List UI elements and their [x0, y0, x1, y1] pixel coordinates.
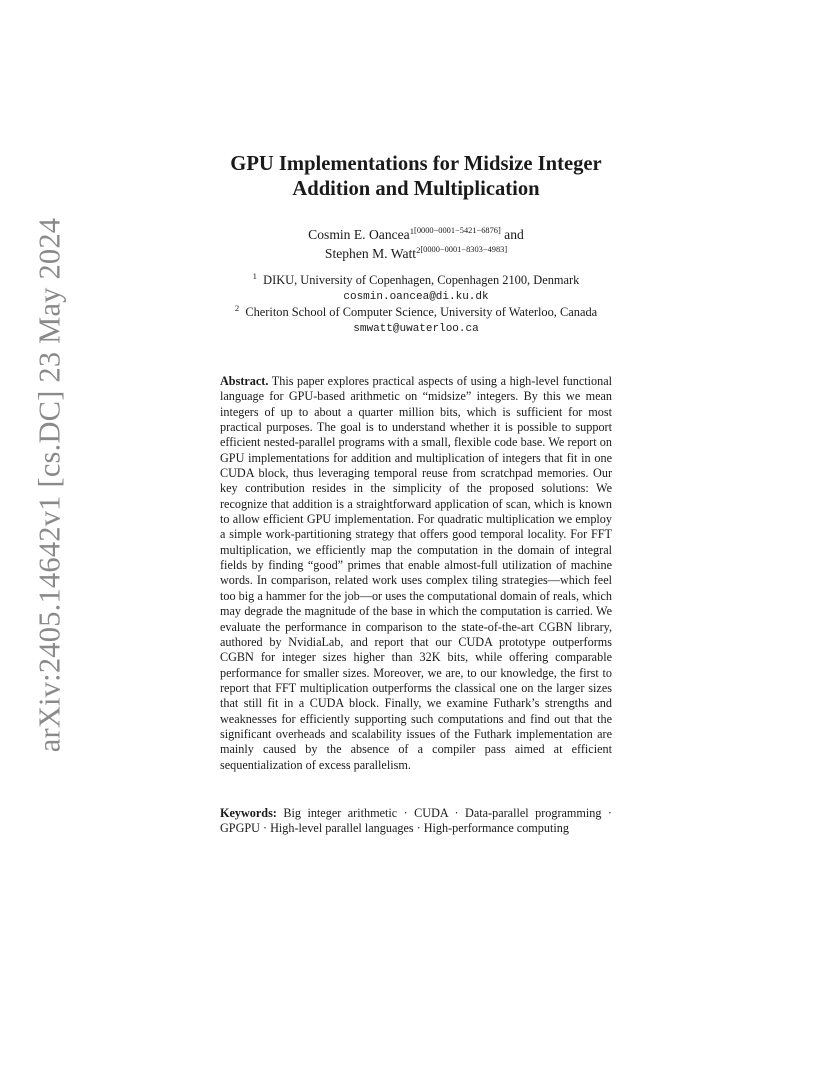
author-separator: and	[500, 227, 524, 242]
author-affil-mark: 2	[416, 245, 421, 255]
keywords	[220, 806, 612, 837]
title-line-2: Addition and Multiplication	[292, 178, 540, 200]
title-line-1: GPU Implementations for Midsize Integer	[230, 153, 602, 175]
arxiv-identifier-stamp: arXiv:2405.14642v1 [cs.DC] 23 May 2024	[32, 217, 67, 753]
author-1	[214, 226, 618, 245]
keywords-label: Keywords:	[220, 806, 277, 820]
abstract	[220, 374, 612, 773]
author-affil-mark: 1	[409, 226, 415, 236]
author-list	[214, 226, 618, 264]
keywords-text: Big integer arithmetic · CUDA · Data-parallel programming · GPGPU · High-level parallel languages · High-performance computing	[220, 806, 612, 836]
author-orcid: [0000−0001−8303−4983]	[420, 245, 508, 254]
author-name: Stephen M. Watt	[324, 246, 417, 261]
paper-title	[214, 152, 618, 202]
affiliation-1	[214, 273, 618, 290]
affiliation-text: DIKU, University of Copenhagen, Copenhagen 2100, Denmark	[263, 273, 580, 287]
abstract-text: This paper explores practical aspects of using a high-level functional language for GPU-based arithmetic on “midsize” integers. By this we mean integers of up to about a quarter million bits, which is sufficient for most practical purposes. The goal is to understand whether it is possible to support efficient nested-parallel programs with a small, flexible code base. We report on GPU implementations for addition and multiplication of integers that fit in one CUDA block, thus leveraging temporal reuse from scratchpad memories. Our key contribution resides in the simplicity of the proposed solutions: We recognize that addition is a straightforward application of scan, which is known to allow efficient GPU implementation. For quadratic multiplication we employ a simple work-partitioning strategy that offers good temporal locality. For FFT multiplication, we efficiently map the computation in the domain of integral fields by finding “good” primes that enable almost-full utilization of machine words. In comparison, related work uses complex tiling strategies—which feel too big a hammer for the job—or uses the computational domain of reals, which may degrade the magnitude of the base in which the computation is carried. We evaluate the performance in comparison to the state-of-the-art CGBN library, authored by NvidiaLab, and report that our CUDA prototype outperforms CGBN for integer sizes higher than 32K bits, while offering comparable performance for smaller sizes. Moreover, we are, to our knowledge, the first to report that FFT multiplication outperforms the classical one on the larger sizes that still fit in a CUDA block. Finally, we examine Futhark’s strengths and weaknesses for efficiently supporting such computations and find out that the significant overheads and scalability issues of the Futhark implementation are mainly caused by the absence of a compiler pass aimed at efficient sequentialization of excess parallelism.	[220, 374, 612, 772]
affiliation-email[interactable]: cosmin.oancea@di.ku.dk	[343, 290, 489, 303]
affiliation-2	[214, 305, 618, 322]
affiliation-email[interactable]: smwatt@uwaterloo.ca	[353, 322, 479, 335]
abstract-label: Abstract.	[220, 374, 269, 388]
affiliation-list	[214, 273, 618, 337]
author-2	[214, 245, 618, 264]
author-orcid: [0000−0001−5421−6876]	[414, 226, 501, 235]
affiliation-mark: 2	[234, 303, 240, 313]
affiliation-mark: 1	[252, 271, 257, 281]
affiliation-text: Cheriton School of Computer Science, University of Waterloo, Canada	[245, 305, 598, 319]
author-name: Cosmin E. Oancea	[308, 227, 410, 242]
